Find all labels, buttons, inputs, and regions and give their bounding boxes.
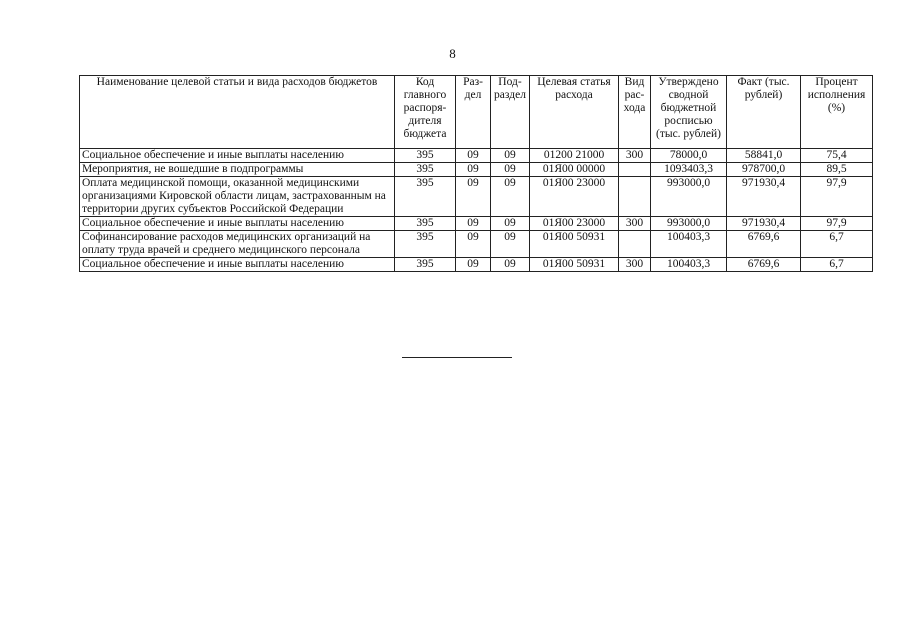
- cell-approved: 78000,0: [651, 149, 727, 163]
- header-target-article: Целевая статья расхода: [530, 76, 619, 149]
- cell-approved: 993000,0: [651, 217, 727, 231]
- cell-target-article: 01Я00 50931: [530, 258, 619, 272]
- cell-percent: 97,9: [801, 217, 873, 231]
- header-actual: Факт (тыс. рублей): [727, 76, 801, 149]
- cell-subsection: 09: [491, 217, 530, 231]
- cell-percent: 6,7: [801, 231, 873, 258]
- header-percent: Процент исполнения (%): [801, 76, 873, 149]
- cell-percent: 89,5: [801, 163, 873, 177]
- cell-subsection: 09: [491, 231, 530, 258]
- cell-target-article: 01Я00 50931: [530, 231, 619, 258]
- table-header-row: [80, 76, 873, 149]
- cell-name: Софинансирование расходов медицинских организаций на оплату труда врачей и среднего медицинского персонала: [80, 231, 395, 258]
- page-number: 8: [449, 46, 456, 61]
- cell-approved: 993000,0: [651, 177, 727, 217]
- cell-target-article: 01Я00 00000: [530, 163, 619, 177]
- cell-actual: 58841,0: [727, 149, 801, 163]
- header-main-manager-code: Код главного распоря-дителя бюджета: [395, 76, 456, 149]
- cell-target-article: 01Я00 23000: [530, 217, 619, 231]
- cell-section: 09: [456, 149, 491, 163]
- header-expense-type: Вид рас-хода: [619, 76, 651, 149]
- cell-percent: 97,9: [801, 177, 873, 217]
- cell-section: 09: [456, 217, 491, 231]
- cell-expense-type: [619, 231, 651, 258]
- cell-expense-type: [619, 163, 651, 177]
- cell-actual: 971930,4: [727, 177, 801, 217]
- cell-approved: 100403,3: [651, 258, 727, 272]
- cell-name: Социальное обеспечение и иные выплаты населению: [80, 258, 395, 272]
- cell-expense-type: 300: [619, 149, 651, 163]
- cell-section: 09: [456, 177, 491, 217]
- cell-actual: 6769,6: [727, 258, 801, 272]
- cell-target-article: 01200 21000: [530, 149, 619, 163]
- cell-section: 09: [456, 163, 491, 177]
- cell-percent: 75,4: [801, 149, 873, 163]
- cell-manager-code: 395: [395, 149, 456, 163]
- cell-section: 09: [456, 231, 491, 258]
- table-row: [80, 149, 873, 163]
- cell-subsection: 09: [491, 149, 530, 163]
- cell-manager-code: 395: [395, 177, 456, 217]
- header-subsection: Под-раздел: [491, 76, 530, 149]
- cell-manager-code: 395: [395, 163, 456, 177]
- cell-percent: 6,7: [801, 258, 873, 272]
- cell-section: 09: [456, 258, 491, 272]
- cell-name: Социальное обеспечение и иные выплаты населению: [80, 217, 395, 231]
- budget-execution-table: [79, 75, 873, 272]
- cell-subsection: 09: [491, 177, 530, 217]
- cell-expense-type: 300: [619, 258, 651, 272]
- cell-approved: 1093403,3: [651, 163, 727, 177]
- cell-name: Оплата медицинской помощи, оказанной медицинскими организациями Кировской области лицам, застрахованным на территории других субъектов Российской Федерации: [80, 177, 395, 217]
- table-row: [80, 177, 873, 217]
- table-row: [80, 258, 873, 272]
- cell-subsection: 09: [491, 258, 530, 272]
- closing-divider-line: [402, 357, 512, 358]
- header-name: Наименование целевой статьи и вида расходов бюджетов: [80, 76, 395, 149]
- table-row: [80, 217, 873, 231]
- table-row: [80, 163, 873, 177]
- cell-approved: 100403,3: [651, 231, 727, 258]
- cell-manager-code: 395: [395, 217, 456, 231]
- cell-name: Мероприятия, не вошедшие в подпрограммы: [80, 163, 395, 177]
- cell-manager-code: 395: [395, 258, 456, 272]
- cell-expense-type: [619, 177, 651, 217]
- header-approved: Утверждено сводной бюджетной росписью (тыс. рублей): [651, 76, 727, 149]
- table-row: [80, 231, 873, 258]
- cell-actual: 978700,0: [727, 163, 801, 177]
- cell-actual: 6769,6: [727, 231, 801, 258]
- cell-manager-code: 395: [395, 231, 456, 258]
- cell-expense-type: 300: [619, 217, 651, 231]
- cell-target-article: 01Я00 23000: [530, 177, 619, 217]
- cell-actual: 971930,4: [727, 217, 801, 231]
- cell-name: Социальное обеспечение и иные выплаты населению: [80, 149, 395, 163]
- cell-subsection: 09: [491, 163, 530, 177]
- header-section: Раз-дел: [456, 76, 491, 149]
